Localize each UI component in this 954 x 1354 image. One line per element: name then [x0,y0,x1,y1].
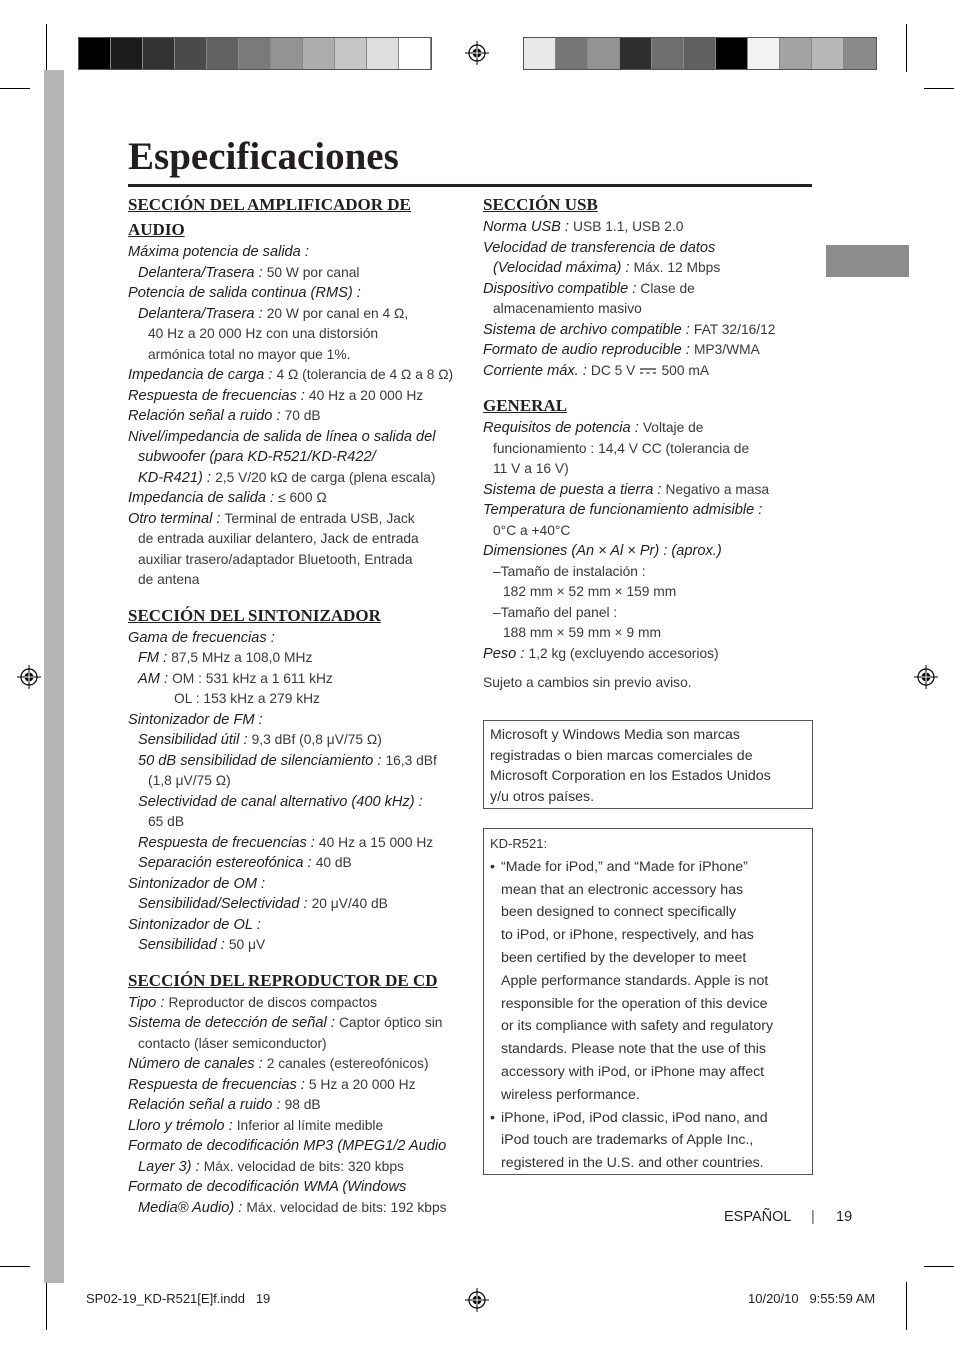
spec-value: 87,5 MHz a 108,0 MHz [171,650,313,665]
notice-line: iPhone, iPod, iPod classic, iPod nano, and [501,1109,768,1126]
spec-value: Captor óptico sin [338,1015,443,1030]
spec-value: 1,2 kg (excluyendo accesorios) [528,645,719,661]
ipod-bullet-2 [490,1107,806,1175]
spec-value: armónica total no mayor que 1%. [148,346,351,362]
spec-label: 50 dB sensibilidad de silenciamiento : [138,752,382,769]
spec-value: 70 dB [284,408,321,423]
spec-label: Sensibilidad útil : [138,732,248,748]
spec-label: Dispositivo compatible : [483,280,637,297]
spec-label: KD-R421) : [138,469,211,486]
notice-line: mean that an electronic accessory has [501,881,744,898]
spec-label: Respuesta de frecuencias : [138,834,315,851]
spec-value: 500 mA [661,362,710,378]
spec-value: Voltaje de [642,420,704,435]
trademark-line: Microsoft y Windows Media son marcas [490,727,740,743]
notice-line: standards. Please note that the use of this [501,1041,767,1058]
notice-line: registered in the U.S. and other countries. [501,1155,764,1172]
spec-value: Máx. velocidad de bits: 192 kbps [246,1199,447,1215]
color-swatch [79,38,111,69]
color-swatch [844,38,876,69]
language-label: ESPAÑOL [724,1209,792,1225]
spec-label: subwoofer (para KD-R521/KD-R422/ [138,449,376,465]
spec-label: Máxima potencia de salida : [128,244,309,260]
spec-value: ≤ 600 Ω [278,490,327,505]
spec-label: Delantera/Trasera : [138,264,263,281]
spec-label: Sintonizador de FM : [128,711,263,728]
spec-value: 11 V a 16 V) [493,461,569,476]
trademark-line: registradas o bien marcas comerciales de [490,747,753,764]
spec-value: Máx. velocidad de bits: 320 kbps [203,1158,404,1174]
spec-label: Sensibilidad : [138,937,225,953]
bullet-icon: • [490,1109,495,1126]
color-swatch [812,38,844,69]
spec-value: –Tamaño de instalación : [493,563,646,579]
notice-line: Apple performance standards. Apple is not [501,972,769,989]
right-column [483,192,813,694]
spec-label: Layer 3) : [138,1158,200,1175]
spec-label: Selectividad de canal alternativo (400 kHz) : [138,793,423,810]
spec-label: Lloro y trémolo : [128,1117,233,1134]
spec-label: Otro terminal : [128,510,221,527]
registration-mark-icon [465,41,489,65]
spec-label: Corriente máx. : [483,362,587,379]
spec-value: 2,5 V/20 kΩ de carga (plena escala) [215,469,436,485]
spec-label: (Velocidad máxima) : [493,260,630,276]
color-swatch [271,38,303,69]
spec-value: USB 1.1, USB 2.0 [573,219,684,234]
spec-label: Peso : [483,645,525,662]
crop-mark [906,24,907,72]
spec-label: AM : [138,670,168,687]
file-info: SP02-19_KD-R521[E]f.indd 19 [86,1291,271,1306]
registration-mark-icon [465,1288,489,1312]
crop-mark [0,1266,30,1267]
spec-value: 65 dB [148,814,185,829]
spec-label: Formato de audio reproducible : [483,342,690,358]
page-edge-strip [44,70,64,1283]
spec-value: MP3/WMA [693,342,760,357]
spec-value: 40 Hz a 20 000 Hz con una distorsión [148,326,379,341]
spec-value: contacto (láser semiconductor) [138,1035,327,1051]
dc-symbol-icon [639,366,657,376]
notice-line: to iPod, or iPhone, respectively, and has [501,927,754,944]
spec-value: 2 canales (estereofónicos) [266,1056,429,1071]
trademark-line: y/u otros países. [490,788,595,805]
spec-value: 98 dB [284,1097,321,1112]
language-tab [826,245,909,277]
bullet-icon: • [490,858,495,875]
spec-value: 40 Hz a 20 000 Hz [308,387,424,403]
section-heading-usb: SECCIÓN USB [483,195,598,214]
registration-mark-icon [914,665,938,689]
spec-label: Número de canales : [128,1056,263,1072]
spec-value: 40 dB [315,855,352,870]
color-swatch [303,38,335,69]
spec-value: almacenamiento masivo [493,301,642,316]
section-heading-tuner: SECCIÓN DEL SINTONIZADOR [128,605,381,625]
spec-label: Nivel/impedancia de salida de línea o salida del [128,428,436,445]
notice-line: “Made for iPod,” and “Made for iPhone” [501,858,748,875]
model-label: KD-R521: [490,836,548,851]
color-swatch [399,38,431,69]
spec-value: Terminal de entrada USB, Jack [224,510,415,526]
color-swatch [748,38,780,69]
spec-label: Delantera/Trasera : [138,305,263,322]
spec-value: 4 Ω (tolerancia de 4 Ω a 8 Ω) [276,367,454,382]
spec-value: OL : 153 kHz a 279 kHz [174,691,320,706]
spec-label: Temperatura de funcionamiento admisible : [483,502,763,518]
notice-line: responsible for the operation of this device [501,995,768,1012]
spec-value: 0°C a +40°C [493,522,571,538]
spec-value: Inferior al límite medible [236,1117,384,1133]
color-swatch [143,38,175,69]
spec-label: Separación estereofónica : [138,855,312,871]
spec-label: Norma USB : [483,219,569,235]
spec-value: 50 μV [228,937,266,952]
spec-value: de antena [138,572,200,587]
crop-mark [906,1282,907,1330]
crop-mark [924,88,954,89]
spec-value: (1,8 μV/75 Ω) [148,773,231,788]
spec-label: Sistema de detección de señal : [128,1015,335,1031]
spec-value: 40 Hz a 15 000 Hz [318,834,434,850]
spec-label: Sintonizador de OM : [128,875,266,892]
page-number: 19 [836,1209,853,1225]
notice-line: or its compliance with safety and regulatory [501,1018,774,1035]
notice-line: been designed to connect specifically [501,904,737,921]
spec-label: Relación señal a ruido : [128,408,281,424]
spec-label: Velocidad de transferencia de datos [483,239,716,256]
spec-value: DC 5 V [590,362,636,378]
notice-line: iPod touch are trademarks of Apple Inc., [501,1132,754,1149]
spec-value: funcionamiento : 14,4 V CC (tolerancia de [493,440,750,456]
spec-label: Impedancia de carga : [128,367,273,383]
color-swatch [620,38,652,69]
notice-line: wireless performance. [501,1086,640,1103]
color-swatch [652,38,684,69]
registration-mark-icon [17,665,41,689]
spec-label: Sistema de puesta a tierra : [483,481,662,498]
color-swatch [716,38,748,69]
spec-value: Reproductor de discos compactos [168,994,378,1010]
spec-value: de entrada auxiliar delantero, Jack de entrada [138,531,419,546]
spec-label: Sintonizador de OL : [128,916,261,933]
spec-label: Dimensiones (An × Al × Pr) : (aprox.) [483,543,722,559]
spec-value: 20 μV/40 dB [311,896,388,911]
left-column [128,192,463,1218]
spec-value: auxiliar trasero/adaptador Bluetooth, Entrada [138,551,413,567]
spec-value: Máx. 12 Mbps [633,260,721,275]
section-heading-cd: SECCIÓN DEL REPRODUCTOR DE CD [128,970,438,990]
spec-label: Impedancia de salida : [128,490,275,506]
page-title: Especificaciones [128,135,399,178]
color-swatch [239,38,271,69]
section-heading-general: GENERAL [483,396,568,415]
spec-value: 188 mm × 59 mm × 9 mm [503,625,661,640]
footer-separator: | [811,1209,815,1225]
notice-line: accessory with iPod, or iPhone may affect [501,1063,765,1080]
color-swatch [524,38,556,69]
color-calibration-bar-right [523,37,877,70]
spec-label: FM : [138,650,168,666]
spec-label: Formato de decodificación MP3 (MPEG1/2 Audio [128,1138,447,1154]
spec-label: Relación señal a ruido : [128,1097,281,1113]
color-swatch [684,38,716,69]
spec-value: OM : 531 kHz a 1 611 kHz [172,670,333,686]
print-timestamp: 10/20/10 9:55:59 AM [748,1291,876,1306]
crop-mark [46,1282,47,1330]
change-notice: Sujeto a cambios sin previo aviso. [483,675,692,690]
crop-mark [0,88,30,89]
color-calibration-bar-left [78,37,432,70]
title-rule [128,184,812,187]
spec-value: FAT 32/16/12 [693,321,776,337]
spec-label: Sistema de archivo compatible : [483,321,690,338]
spec-value: 5 Hz a 20 000 Hz [308,1076,416,1092]
color-swatch [367,38,399,69]
color-swatch [335,38,367,69]
spec-value: Negativo a masa [665,481,770,497]
color-swatch [175,38,207,69]
microsoft-trademark-box [483,720,813,809]
color-swatch [556,38,588,69]
color-swatch [588,38,620,69]
ipod-notice-box [483,828,813,1175]
spec-value: 9,3 dBf (0,8 μV/75 Ω) [251,732,382,747]
section-heading-amplifier: SECCIÓN DEL AMPLIFICADOR DE AUDIO [128,195,411,239]
spec-value: 16,3 dBf [385,752,437,768]
spec-value: Clase de [640,280,695,296]
crop-mark [924,1266,954,1267]
spec-value: 50 W por canal [266,264,360,280]
spec-value: –Tamaño del panel : [493,604,618,620]
spec-label: Formato de decodificación WMA (Windows [128,1179,407,1195]
ipod-bullet-1 [490,856,806,1107]
spec-label: Gama de frecuencias : [128,629,275,646]
spec-label: Requisitos de potencia : [483,420,639,436]
spec-label: Potencia de salida continua (RMS) : [128,285,361,301]
color-swatch [111,38,143,69]
trademark-line: Microsoft Corporation en los Estados Unidos [490,768,771,784]
color-swatch [780,38,812,69]
spec-value: 20 W por canal en 4 Ω, [266,305,409,321]
spec-label: Respuesta de frecuencias : [128,1076,305,1093]
spec-label: Media® Audio) : [138,1199,243,1216]
crop-mark [46,24,47,72]
spec-label: Respuesta de frecuencias : [128,387,305,404]
spec-label: Tipo : [128,994,165,1011]
color-swatch [207,38,239,69]
spec-value: 182 mm × 52 mm × 159 mm [503,584,677,599]
notice-line: been certified by the developer to meet [501,949,747,966]
spec-label: Sensibilidad/Selectividad : [138,896,308,912]
